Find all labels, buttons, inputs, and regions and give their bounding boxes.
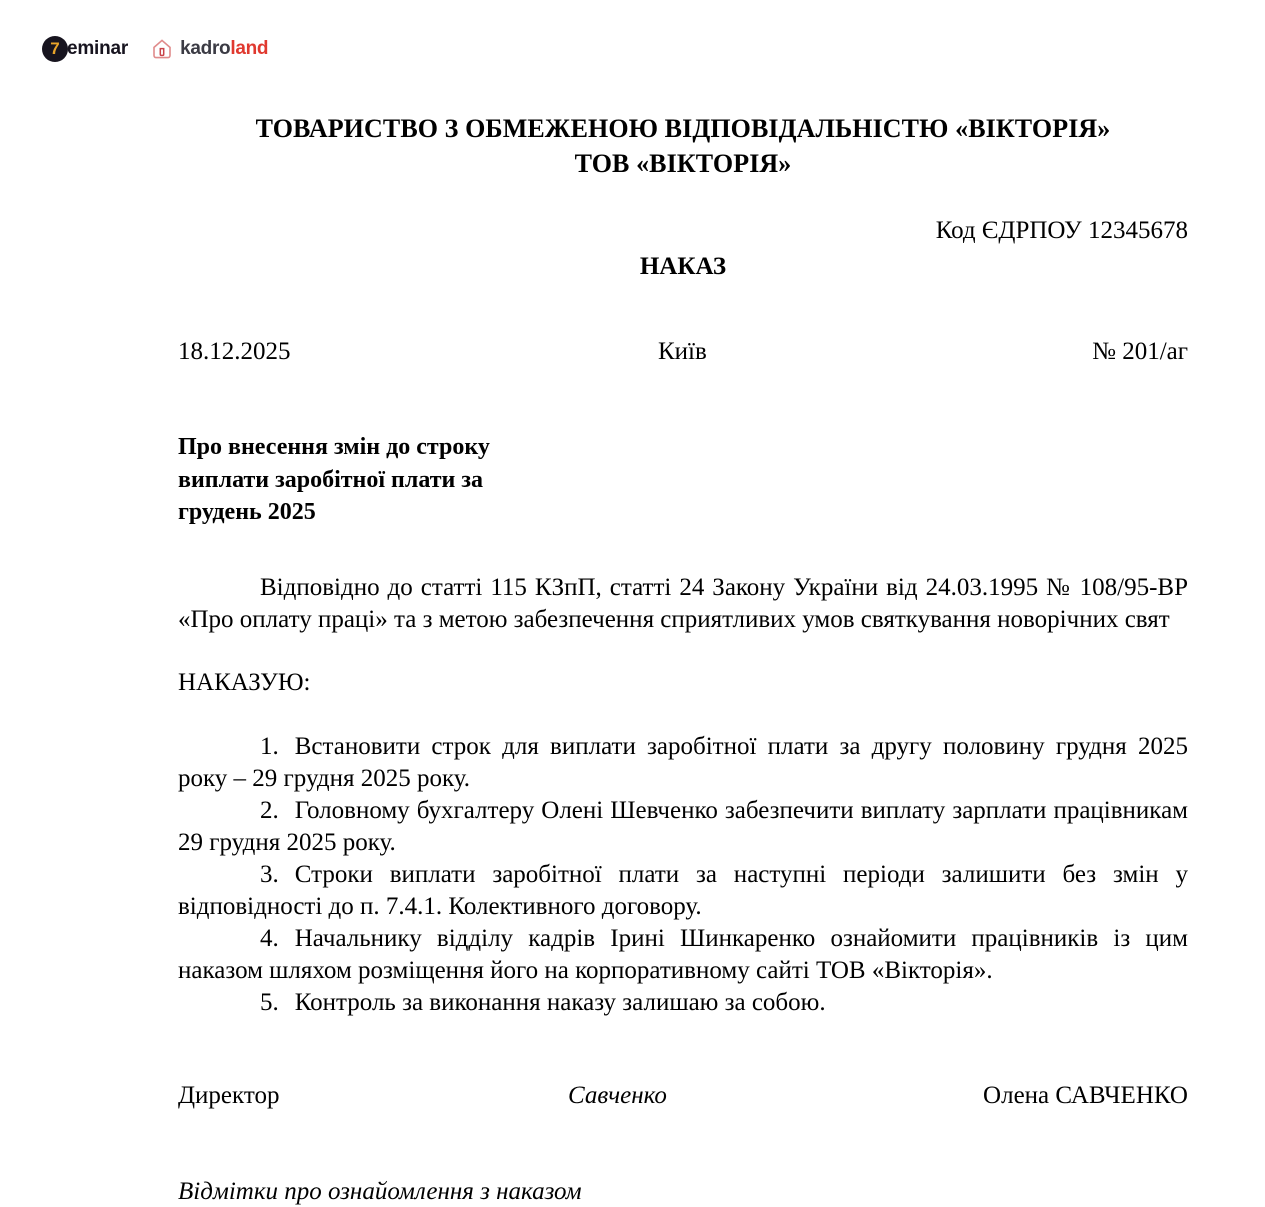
document-subject-line3: грудень 2025 xyxy=(178,499,316,526)
signature-row xyxy=(178,1081,1188,1115)
document-subject-line1: Про внесення змін до строку xyxy=(178,434,490,461)
order-item-number: 5. xyxy=(260,988,279,1016)
order-item-number: 4. xyxy=(260,924,279,952)
order-items-list xyxy=(178,731,1188,1019)
signer-title: Директор xyxy=(178,1081,280,1109)
order-item xyxy=(178,859,1188,923)
edrpou-row xyxy=(178,216,1188,246)
document-meta-row xyxy=(178,337,1188,369)
acknowledgement-notes-heading: Відмітки про ознайомлення з наказом xyxy=(178,1177,582,1205)
document-page xyxy=(178,0,1188,1207)
document-subject xyxy=(178,431,608,529)
order-item-text: Контроль за виконання наказу залишаю за собою. xyxy=(294,988,826,1016)
organization-title-line1: ТОВАРИСТВО З ОБМЕЖЕНОЮ ВІДПОВІДАЛЬНІСТЮ «ВІКТОРІЯ» xyxy=(255,114,1111,143)
edrpou-code: Код ЄДРПОУ 12345678 xyxy=(935,217,1188,245)
document-preamble: Відповідно до статті 115 КЗпП, статті 24 Закону України від 24.03.1995 № 108/95-ВР «Про оплату праці» та з метою забезпечення сприятливих умов святкування новорічних свят xyxy=(178,573,1188,633)
order-item-text: Начальнику відділу кадрів Ірині Шинкаренко ознайомити працівників із цим наказом шляхом розміщення його на корпоративному сайті ТОВ «Вікторія». xyxy=(178,924,1188,984)
document-kind-heading: НАКАЗ xyxy=(639,253,727,281)
order-item-text: Встановити строк для виплати заробітної плати за другу половину грудня 2025 року – 29 грудня 2025 року. xyxy=(178,732,1188,792)
document-number: № 201/аг xyxy=(1092,338,1188,366)
kadroland-word-kadro: kadro xyxy=(180,38,231,59)
document-date: 18.12.2025 xyxy=(178,338,291,366)
zeminar-circle-icon xyxy=(42,36,68,62)
organization-title-line2: ТОВ «ВІКТОРІЯ» xyxy=(574,148,792,178)
order-item-number: 3. xyxy=(260,860,279,888)
order-item-number: 1. xyxy=(260,732,279,760)
order-item-text: Головному бухгалтеру Олені Шевченко забезпечити виплату зарплати працівникам 29 грудня 2025 року. xyxy=(178,796,1188,856)
document-place: Київ xyxy=(658,338,707,366)
order-item xyxy=(178,731,1188,795)
order-item-text: Строки виплати заробітної плати за наступні періоди залишити без змін у відповідності до п. 7.4.1. Колективного договору. xyxy=(178,860,1188,920)
document-subject-line2: виплати заробітної плати за xyxy=(178,466,483,493)
kadroland-house-icon xyxy=(150,37,174,61)
order-item xyxy=(178,923,1188,987)
zeminar-wordmark: eminar xyxy=(67,38,129,59)
order-item xyxy=(178,987,1188,1019)
zeminar-seven-glyph: 7 xyxy=(50,38,60,58)
signer-name: Олена САВЧЕНКО xyxy=(983,1081,1188,1109)
order-item xyxy=(178,795,1188,859)
handwritten-signature: Савченко xyxy=(568,1081,667,1109)
order-keyword: НАКАЗУЮ: xyxy=(178,668,311,696)
zeminar-logo[interactable] xyxy=(42,36,128,62)
kadroland-word-land: land xyxy=(230,38,269,59)
order-item-number: 2. xyxy=(260,796,279,824)
organization-title xyxy=(178,112,1188,180)
